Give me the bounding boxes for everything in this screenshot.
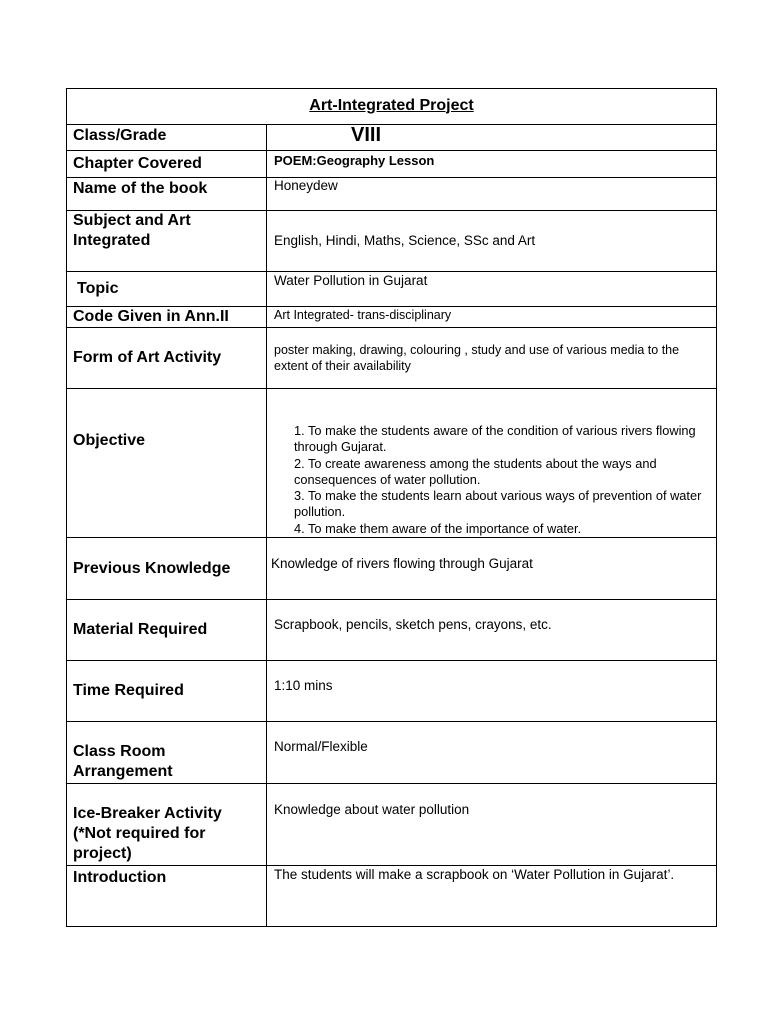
row-label: Topic <box>67 272 267 307</box>
table-row <box>67 211 717 272</box>
table-row <box>67 661 717 722</box>
row-label: Previous Knowledge <box>67 538 267 600</box>
document-title: Art-Integrated Project <box>67 89 717 125</box>
table-row <box>67 328 717 389</box>
table-row <box>67 866 717 927</box>
table-row <box>67 178 717 211</box>
table-row <box>67 389 717 538</box>
table-row <box>67 784 717 866</box>
row-label: Name of the book <box>67 178 267 211</box>
row-value: Normal/Flexible <box>267 722 717 784</box>
row-label: Time Required <box>67 661 267 722</box>
row-value: 1:10 mins <box>267 661 717 722</box>
row-value: Knowledge of rivers flowing through Gujarat <box>267 538 717 600</box>
objective-list <box>267 423 716 537</box>
row-value: Water Pollution in Gujarat <box>267 272 717 307</box>
row-label: Class/Grade <box>67 125 267 151</box>
table-row <box>67 600 717 661</box>
row-label: Objective <box>67 389 267 538</box>
row-value: The students will make a scrapbook on ‘Water Pollution in Gujarat’. <box>267 866 717 927</box>
row-label: Ice-Breaker Activity (*Not required for project) <box>67 784 267 866</box>
list-item: 2. To create awareness among the students about the ways and consequences of water pollution. <box>294 455 657 487</box>
row-value: Honeydew <box>267 178 717 211</box>
row-value: poster making, drawing, colouring , study and use of various media to the extent of their availability <box>267 328 717 389</box>
row-label: Code Given in Ann.II <box>67 307 267 328</box>
row-value: English, Hindi, Maths, Science, SSc and Art <box>267 211 717 272</box>
row-label: Chapter Covered <box>67 151 267 178</box>
list-item: 3. To make the students learn about various ways of prevention of water pollution. <box>294 488 702 520</box>
list-item: 1. To make the students aware of the condition of various rivers flowing through Gujarat. <box>294 423 696 455</box>
objective-list-cell <box>267 389 717 538</box>
title-row <box>67 89 717 125</box>
table-row <box>67 722 717 784</box>
project-document <box>66 88 716 927</box>
row-value: Scrapbook, pencils, sketch pens, crayons, etc. <box>267 600 717 661</box>
table-row <box>67 538 717 600</box>
row-value: VIII <box>267 125 717 151</box>
row-label: Subject and Art Integrated <box>67 211 267 272</box>
table-row <box>67 151 717 178</box>
table-row <box>67 307 717 328</box>
row-label: Material Required <box>67 600 267 661</box>
row-label: Form of Art Activity <box>67 328 267 389</box>
row-label: Introduction <box>67 866 267 927</box>
row-value: Knowledge about water pollution <box>267 784 717 866</box>
table-row <box>67 272 717 307</box>
table-row <box>67 125 717 151</box>
row-value: Art Integrated- trans-disciplinary <box>267 307 717 328</box>
project-table <box>66 88 717 927</box>
row-value: POEM:Geography Lesson <box>267 151 717 178</box>
list-item: 4. To make them aware of the importance of water. <box>294 520 582 536</box>
row-label: Class Room Arrangement <box>67 722 267 784</box>
